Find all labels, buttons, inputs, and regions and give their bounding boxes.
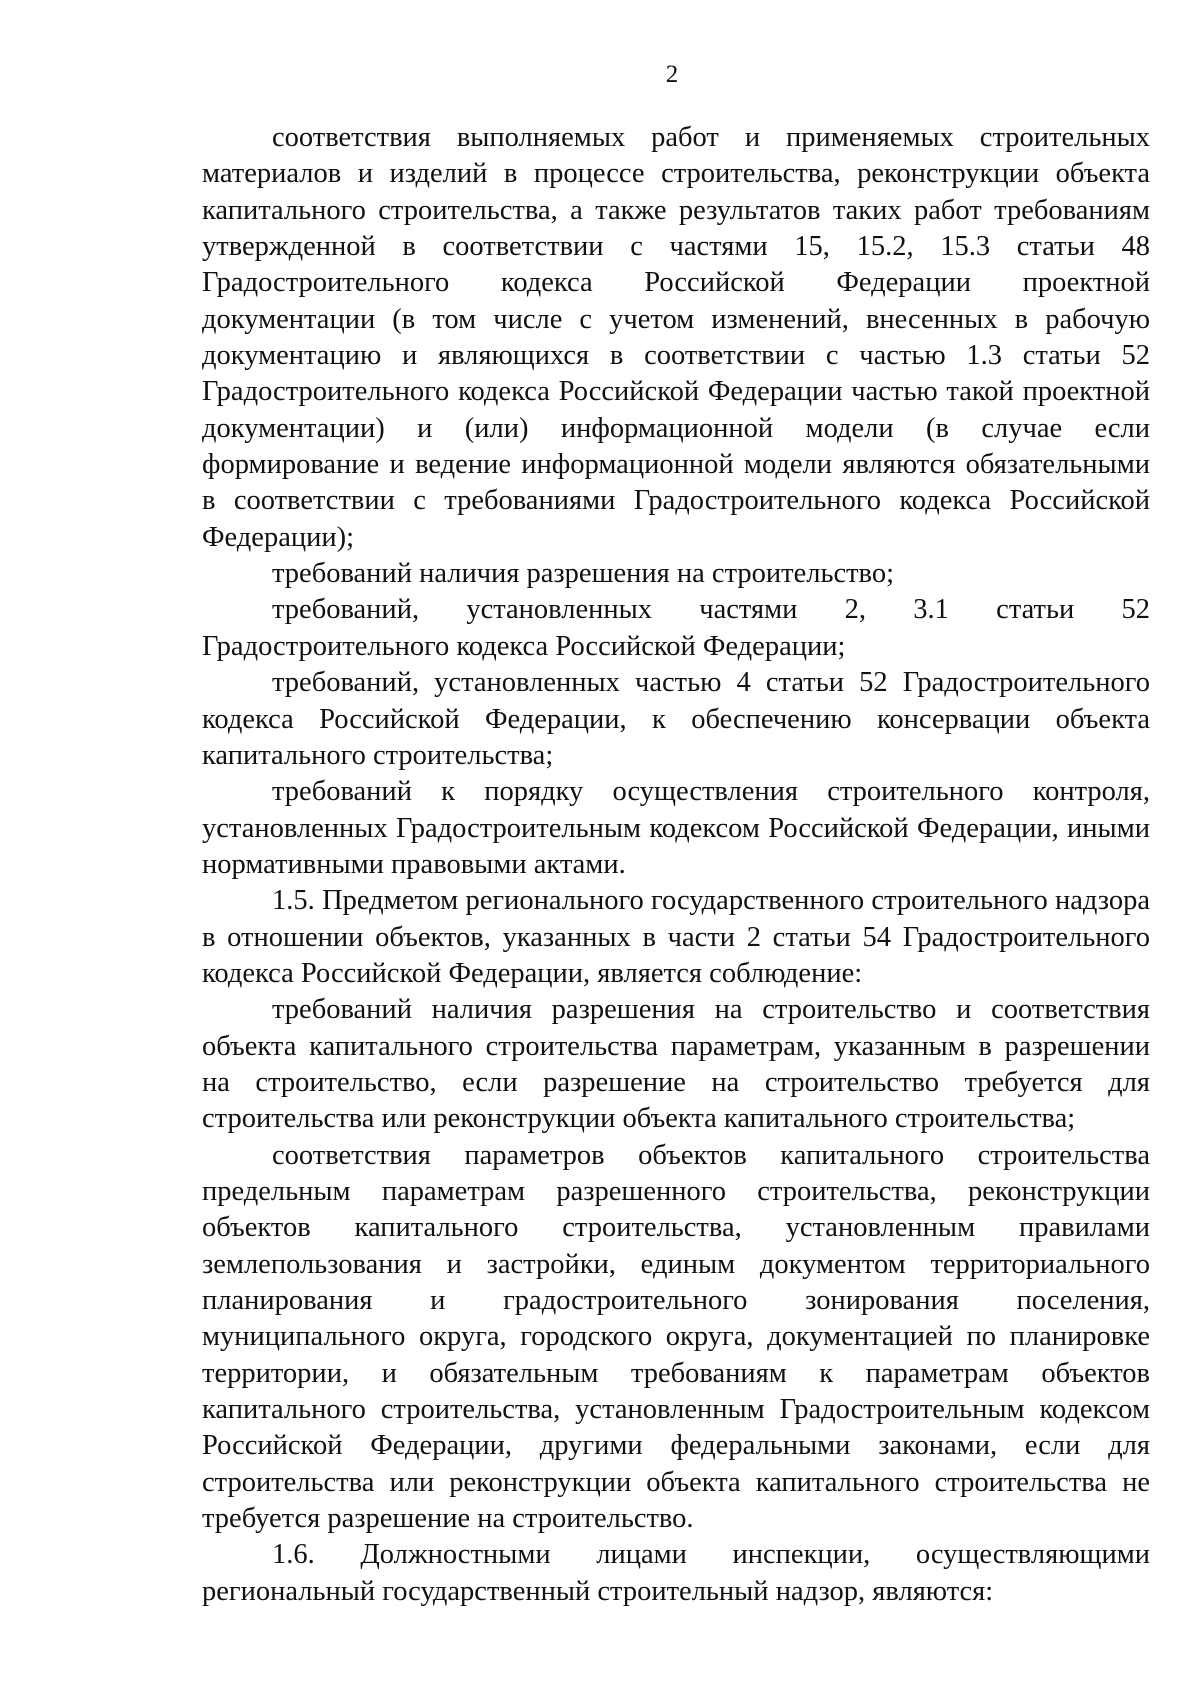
paragraph-construction-control: требований к порядку осуществления строительного контроля, установленных Градостроительным кодексом Российской Федерации, иными нормативными правовыми актами. — [202, 776, 1150, 880]
paragraph-permit-parameters: требований наличия разрешения на строительство и соответствия объекта капитального строительства параметрам, указанным в разрешении на строительство, если разрешение на строительство требуется для строительства или реконструкции объекта капитального строительства; — [202, 994, 1150, 1135]
paragraph-1-6: 1.6. Должностными лицами инспекции, осуществляющими региональный государственный строительный надзор, являются: — [202, 1539, 1150, 1607]
page-number: 2 — [665, 61, 679, 88]
paragraph-article-52-parts-2-3-1: требований, установленных частями 2, 3.1 статьи 52 Градостроительного кодекса Российской Федерации; — [202, 594, 1150, 662]
paragraph-building-permit: требований наличия разрешения на строительство; — [272, 558, 894, 590]
paragraph-parameters-compliance: соответствия параметров объектов капитального строительства предельным параметрам разрешенного строительства, реконструкции объектов капитального строительства, установленным правилами землепользования и застройки, единым документом территориального планирования и градостроительного зонирования поселения, муниципального округа, городского округа, документацией по планировке территории, и обязательным требованиям к параметрам объектов капитального строительства, установленным Градостроительным кодексом Российской Федерации, другими федеральными законами, если для строительства или реконструкции объекта капитального строительства не требуется разрешение на строительство. — [202, 1139, 1150, 1535]
paragraph-1-5: 1.5. Предметом регионального государственного строительного надзора в отношении объектов, указанных в части 2 статьи 54 Градостроительного кодекса Российской Федерации, является соблюдение: — [202, 885, 1150, 989]
paragraph-article-52-part-4: требований, установленных частью 4 статьи 52 Градостроительного кодекса Российской Федерации, к обеспечению консервации объекта капитального строительства; — [202, 667, 1150, 771]
document-body — [202, 120, 1150, 1610]
paragraph-continuation: соответствия выполняемых работ и применяемых строительных материалов и изделий в процессе строительства, реконструкции объекта капитального строительства, а также результатов таких работ требованиям утвержденной в соответствии с частями 15, 15.2, 15.3 статьи 48 Градостроительного кодекса Российской Федерации проектной документации (в том числе с учетом изменений, внесенных в рабочую документацию и являющихся в соответствии с частью 1.3 статьи 52 Градостроительного кодекса Российской Федерации частью такой проектной документации) и (или) информационной модели (в случае если формирование и ведение информационной модели являются обязательными в соответствии с требованиями Градостроительного кодекса Российской Федерации); — [202, 122, 1150, 553]
